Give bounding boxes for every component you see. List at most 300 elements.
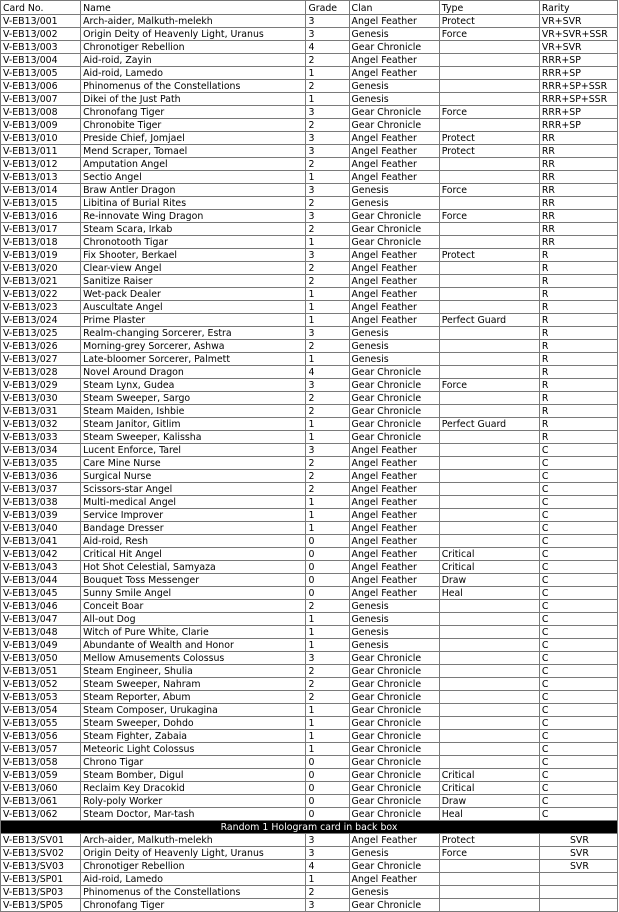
clan-cell: Gear Chronicle: [349, 236, 439, 249]
rarity-cell: C: [539, 600, 617, 613]
table-row: [1, 28, 618, 41]
clan-cell: Gear Chronicle: [349, 379, 439, 392]
rarity-cell: [539, 899, 617, 912]
grade-cell: 0: [306, 587, 349, 600]
hologram-card-rows: [1, 834, 618, 912]
name-cell: Prime Plaster: [81, 314, 306, 327]
table-row: [1, 197, 618, 210]
clan-cell: Gear Chronicle: [349, 405, 439, 418]
rarity-cell: R: [539, 327, 617, 340]
clan-cell: Genesis: [349, 28, 439, 41]
grade-cell: 1: [306, 522, 349, 535]
table-row: [1, 808, 618, 821]
name-cell: Roly-poly Worker: [81, 795, 306, 808]
type-cell: [439, 327, 539, 340]
table-row: [1, 67, 618, 80]
table-row: [1, 678, 618, 691]
grade-cell: 2: [306, 340, 349, 353]
header-type: Type: [439, 1, 539, 15]
grade-cell: 1: [306, 418, 349, 431]
rarity-cell: RR: [539, 210, 617, 223]
table-row: [1, 106, 618, 119]
clan-cell: Gear Chronicle: [349, 691, 439, 704]
card-no-cell: V-EB13/042: [1, 548, 81, 561]
name-cell: Aid-roid, Lamedo: [81, 67, 306, 80]
rarity-cell: C: [539, 743, 617, 756]
table-row: [1, 288, 618, 301]
card-no-cell: V-EB13/057: [1, 743, 81, 756]
rarity-cell: C: [539, 756, 617, 769]
rarity-cell: C: [539, 470, 617, 483]
grade-cell: 0: [306, 769, 349, 782]
name-cell: Wet-pack Dealer: [81, 288, 306, 301]
type-cell: [439, 704, 539, 717]
type-cell: [439, 652, 539, 665]
clan-cell: Angel Feather: [349, 834, 439, 847]
rarity-cell: C: [539, 587, 617, 600]
name-cell: Origin Deity of Heavenly Light, Uranus: [81, 847, 306, 860]
clan-cell: Genesis: [349, 613, 439, 626]
name-cell: Clear-view Angel: [81, 262, 306, 275]
rarity-cell: C: [539, 704, 617, 717]
card-no-cell: V-EB13/026: [1, 340, 81, 353]
type-cell: Draw: [439, 795, 539, 808]
type-cell: [439, 873, 539, 886]
name-cell: Critical Hit Angel: [81, 548, 306, 561]
name-cell: Realm-changing Sorcerer, Estra: [81, 327, 306, 340]
name-cell: Phinomenus of the Constellations: [81, 886, 306, 899]
name-cell: Steam Bomber, Digul: [81, 769, 306, 782]
table-row: [1, 223, 618, 236]
card-no-cell: V-EB13/010: [1, 132, 81, 145]
card-no-cell: V-EB13/020: [1, 262, 81, 275]
name-cell: Steam Scara, Irkab: [81, 223, 306, 236]
rarity-cell: C: [539, 522, 617, 535]
type-cell: Critical: [439, 782, 539, 795]
table-row: [1, 301, 618, 314]
table-row: [1, 236, 618, 249]
rarity-cell: R: [539, 366, 617, 379]
name-cell: Mend Scraper, Tomael: [81, 145, 306, 158]
card-no-cell: V-EB13/051: [1, 665, 81, 678]
grade-cell: 1: [306, 314, 349, 327]
rarity-cell: SVR: [539, 847, 617, 860]
grade-cell: 1: [306, 626, 349, 639]
table-row: [1, 587, 618, 600]
clan-cell: Gear Chronicle: [349, 808, 439, 821]
type-cell: [439, 197, 539, 210]
type-cell: [439, 340, 539, 353]
card-no-cell: V-EB13/039: [1, 509, 81, 522]
type-cell: [439, 743, 539, 756]
table-row: [1, 509, 618, 522]
header-rarity: Rarity: [539, 1, 617, 15]
card-no-cell: V-EB13/003: [1, 41, 81, 54]
table-row: [1, 899, 618, 912]
type-cell: [439, 405, 539, 418]
clan-cell: Gear Chronicle: [349, 795, 439, 808]
card-no-cell: V-EB13/001: [1, 15, 81, 28]
type-cell: [439, 470, 539, 483]
clan-cell: Angel Feather: [349, 158, 439, 171]
card-no-cell: V-EB13/050: [1, 652, 81, 665]
clan-cell: Gear Chronicle: [349, 704, 439, 717]
grade-cell: 2: [306, 470, 349, 483]
table-row: [1, 366, 618, 379]
name-cell: Bouquet Toss Messenger: [81, 574, 306, 587]
rarity-cell: C: [539, 509, 617, 522]
type-cell: [439, 262, 539, 275]
rarity-cell: C: [539, 444, 617, 457]
clan-cell: Angel Feather: [349, 132, 439, 145]
name-cell: Arch-aider, Malkuth-melekh: [81, 834, 306, 847]
rarity-cell: C: [539, 691, 617, 704]
type-cell: Protect: [439, 15, 539, 28]
rarity-cell: C: [539, 717, 617, 730]
clan-cell: Angel Feather: [349, 249, 439, 262]
clan-cell: Angel Feather: [349, 574, 439, 587]
name-cell: Steam Sweeper, Dohdo: [81, 717, 306, 730]
card-no-cell: V-EB13/044: [1, 574, 81, 587]
rarity-cell: C: [539, 561, 617, 574]
header-grade: Grade: [306, 1, 349, 15]
table-row: [1, 340, 618, 353]
clan-cell: Angel Feather: [349, 535, 439, 548]
rarity-cell: R: [539, 340, 617, 353]
rarity-cell: RRR+SP: [539, 119, 617, 132]
clan-cell: Angel Feather: [349, 444, 439, 457]
type-cell: [439, 93, 539, 106]
card-no-cell: V-EB13/024: [1, 314, 81, 327]
name-cell: Bandage Dresser: [81, 522, 306, 535]
type-cell: [439, 158, 539, 171]
grade-cell: 0: [306, 574, 349, 587]
card-no-cell: V-EB13/045: [1, 587, 81, 600]
name-cell: Mellow Amusements Colossus: [81, 652, 306, 665]
card-no-cell: V-EB13/058: [1, 756, 81, 769]
clan-cell: Angel Feather: [349, 275, 439, 288]
table-row: [1, 613, 618, 626]
name-cell: Surgical Nurse: [81, 470, 306, 483]
clan-cell: Gear Chronicle: [349, 782, 439, 795]
card-no-cell: V-EB13/033: [1, 431, 81, 444]
card-no-cell: V-EB13/038: [1, 496, 81, 509]
rarity-cell: C: [539, 795, 617, 808]
type-cell: Protect: [439, 249, 539, 262]
card-no-cell: V-EB13/SV02: [1, 847, 81, 860]
clan-cell: Genesis: [349, 353, 439, 366]
type-cell: Heal: [439, 587, 539, 600]
table-row: [1, 80, 618, 93]
clan-cell: Genesis: [349, 626, 439, 639]
rarity-cell: R: [539, 405, 617, 418]
type-cell: [439, 665, 539, 678]
type-cell: [439, 444, 539, 457]
type-cell: [439, 899, 539, 912]
clan-cell: Genesis: [349, 340, 439, 353]
type-cell: [439, 509, 539, 522]
type-cell: [439, 535, 539, 548]
grade-cell: 3: [306, 899, 349, 912]
name-cell: Aid-roid, Resh: [81, 535, 306, 548]
card-no-cell: V-EB13/004: [1, 54, 81, 67]
card-no-cell: V-EB13/054: [1, 704, 81, 717]
type-cell: Force: [439, 106, 539, 119]
name-cell: Morning-grey Sorcerer, Ashwa: [81, 340, 306, 353]
type-cell: [439, 860, 539, 873]
grade-cell: 2: [306, 665, 349, 678]
clan-cell: Genesis: [349, 886, 439, 899]
name-cell: Libitina of Burial Rites: [81, 197, 306, 210]
name-cell: Reclaim Key Dracokid: [81, 782, 306, 795]
clan-cell: Angel Feather: [349, 873, 439, 886]
table-row: [1, 171, 618, 184]
type-cell: [439, 67, 539, 80]
type-cell: [439, 223, 539, 236]
clan-cell: Angel Feather: [349, 288, 439, 301]
card-no-cell: V-EB13/061: [1, 795, 81, 808]
card-no-cell: V-EB13/036: [1, 470, 81, 483]
name-cell: Phinomenus of the Constellations: [81, 80, 306, 93]
name-cell: Care Mine Nurse: [81, 457, 306, 470]
type-cell: Force: [439, 847, 539, 860]
grade-cell: 1: [306, 353, 349, 366]
name-cell: Lucent Enforce, Tarel: [81, 444, 306, 457]
table-row: [1, 119, 618, 132]
hologram-note: Random 1 Hologram card in back box: [1, 821, 618, 834]
name-cell: Steam Janitor, Gitlim: [81, 418, 306, 431]
grade-cell: 0: [306, 808, 349, 821]
type-cell: Force: [439, 210, 539, 223]
table-row: [1, 834, 618, 847]
grade-cell: 2: [306, 197, 349, 210]
type-cell: [439, 756, 539, 769]
card-no-cell: V-EB13/027: [1, 353, 81, 366]
rarity-cell: C: [539, 769, 617, 782]
grade-cell: 3: [306, 145, 349, 158]
grade-cell: 3: [306, 15, 349, 28]
grade-cell: 0: [306, 535, 349, 548]
name-cell: Scissors-star Angel: [81, 483, 306, 496]
name-cell: Preside Chief, Jomjael: [81, 132, 306, 145]
rarity-cell: R: [539, 301, 617, 314]
rarity-cell: RR: [539, 223, 617, 236]
clan-cell: Gear Chronicle: [349, 366, 439, 379]
type-cell: Critical: [439, 548, 539, 561]
grade-cell: 1: [306, 509, 349, 522]
grade-cell: 1: [306, 639, 349, 652]
clan-cell: Angel Feather: [349, 483, 439, 496]
table-row: [1, 574, 618, 587]
type-cell: Critical: [439, 769, 539, 782]
grade-cell: 4: [306, 366, 349, 379]
card-no-cell: V-EB13/SP05: [1, 899, 81, 912]
type-cell: [439, 717, 539, 730]
table-row: [1, 561, 618, 574]
type-cell: [439, 288, 539, 301]
table-row: [1, 405, 618, 418]
grade-cell: 3: [306, 444, 349, 457]
type-cell: [439, 236, 539, 249]
clan-cell: Gear Chronicle: [349, 899, 439, 912]
table-row: [1, 873, 618, 886]
table-row: [1, 626, 618, 639]
card-rows: [1, 15, 618, 821]
rarity-cell: C: [539, 782, 617, 795]
type-cell: Protect: [439, 132, 539, 145]
grade-cell: 2: [306, 119, 349, 132]
table-row: [1, 132, 618, 145]
table-row: [1, 184, 618, 197]
clan-cell: Angel Feather: [349, 67, 439, 80]
clan-cell: Gear Chronicle: [349, 210, 439, 223]
clan-cell: Angel Feather: [349, 15, 439, 28]
clan-cell: Gear Chronicle: [349, 665, 439, 678]
table-row: [1, 392, 618, 405]
name-cell: Steam Doctor, Mar-tash: [81, 808, 306, 821]
rarity-cell: C: [539, 678, 617, 691]
name-cell: Steam Sweeper, Nahram: [81, 678, 306, 691]
rarity-cell: RR: [539, 197, 617, 210]
clan-cell: Angel Feather: [349, 54, 439, 67]
card-no-cell: V-EB13/011: [1, 145, 81, 158]
card-no-cell: V-EB13/SP01: [1, 873, 81, 886]
table-row: [1, 847, 618, 860]
clan-cell: Genesis: [349, 197, 439, 210]
rarity-cell: C: [539, 457, 617, 470]
clan-cell: Angel Feather: [349, 587, 439, 600]
card-no-cell: V-EB13/049: [1, 639, 81, 652]
name-cell: Aid-roid, Lamedo: [81, 873, 306, 886]
card-no-cell: V-EB13/031: [1, 405, 81, 418]
card-no-cell: V-EB13/055: [1, 717, 81, 730]
grade-cell: 3: [306, 847, 349, 860]
clan-cell: Angel Feather: [349, 171, 439, 184]
rarity-cell: C: [539, 665, 617, 678]
type-cell: [439, 522, 539, 535]
name-cell: Late-bloomer Sorcerer, Palmett: [81, 353, 306, 366]
card-no-cell: V-EB13/017: [1, 223, 81, 236]
clan-cell: Angel Feather: [349, 548, 439, 561]
card-no-cell: V-EB13/046: [1, 600, 81, 613]
clan-cell: Angel Feather: [349, 561, 439, 574]
grade-cell: 3: [306, 210, 349, 223]
type-cell: [439, 496, 539, 509]
rarity-cell: R: [539, 418, 617, 431]
table-row: [1, 93, 618, 106]
rarity-cell: RR: [539, 171, 617, 184]
type-cell: [439, 171, 539, 184]
card-no-cell: V-EB13/053: [1, 691, 81, 704]
card-no-cell: V-EB13/013: [1, 171, 81, 184]
rarity-cell: RR: [539, 236, 617, 249]
rarity-cell: [539, 886, 617, 899]
table-row: [1, 743, 618, 756]
grade-cell: 1: [306, 288, 349, 301]
name-cell: Sanitize Raiser: [81, 275, 306, 288]
rarity-cell: R: [539, 431, 617, 444]
table-row: [1, 483, 618, 496]
grade-cell: 2: [306, 275, 349, 288]
card-no-cell: V-EB13/034: [1, 444, 81, 457]
table-row: [1, 249, 618, 262]
table-row: [1, 704, 618, 717]
grade-cell: 2: [306, 405, 349, 418]
table-row: [1, 756, 618, 769]
grade-cell: 3: [306, 132, 349, 145]
table-row: [1, 548, 618, 561]
grade-cell: 2: [306, 691, 349, 704]
table-row: [1, 431, 618, 444]
type-cell: Heal: [439, 808, 539, 821]
grade-cell: 1: [306, 743, 349, 756]
table-row: [1, 262, 618, 275]
type-cell: [439, 483, 539, 496]
grade-cell: 2: [306, 678, 349, 691]
grade-cell: 0: [306, 756, 349, 769]
table-row: [1, 145, 618, 158]
name-cell: Sunny Smile Angel: [81, 587, 306, 600]
clan-cell: Gear Chronicle: [349, 41, 439, 54]
table-row: [1, 730, 618, 743]
table-row: [1, 652, 618, 665]
type-cell: [439, 366, 539, 379]
rarity-cell: RRR+SP: [539, 106, 617, 119]
name-cell: Chronotooth Tigar: [81, 236, 306, 249]
type-cell: [439, 54, 539, 67]
clan-cell: Angel Feather: [349, 470, 439, 483]
card-no-cell: V-EB13/022: [1, 288, 81, 301]
table-row: [1, 158, 618, 171]
card-no-cell: V-EB13/035: [1, 457, 81, 470]
type-cell: [439, 691, 539, 704]
name-cell: Steam Sweeper, Kalissha: [81, 431, 306, 444]
card-no-cell: V-EB13/032: [1, 418, 81, 431]
card-no-cell: V-EB13/043: [1, 561, 81, 574]
grade-cell: 2: [306, 483, 349, 496]
rarity-cell: SVR: [539, 834, 617, 847]
grade-cell: 3: [306, 106, 349, 119]
type-cell: Protect: [439, 145, 539, 158]
table-row: [1, 470, 618, 483]
clan-cell: Genesis: [349, 93, 439, 106]
clan-cell: Angel Feather: [349, 314, 439, 327]
type-cell: Perfect Guard: [439, 418, 539, 431]
type-cell: Perfect Guard: [439, 314, 539, 327]
grade-cell: 2: [306, 54, 349, 67]
name-cell: Novel Around Dragon: [81, 366, 306, 379]
grade-cell: 0: [306, 561, 349, 574]
name-cell: Steam Sweeper, Sargo: [81, 392, 306, 405]
name-cell: Steam Composer, Urukagina: [81, 704, 306, 717]
clan-cell: Gear Chronicle: [349, 652, 439, 665]
grade-cell: 2: [306, 886, 349, 899]
name-cell: Chronotiger Rebellion: [81, 860, 306, 873]
clan-cell: Angel Feather: [349, 509, 439, 522]
grade-cell: 0: [306, 795, 349, 808]
table-row: [1, 15, 618, 28]
header-clan: Clan: [349, 1, 439, 15]
type-cell: [439, 80, 539, 93]
rarity-cell: RRR+SP+SSR: [539, 80, 617, 93]
name-cell: Service Improver: [81, 509, 306, 522]
header-name: Name: [81, 1, 306, 15]
name-cell: Chronofang Tiger: [81, 106, 306, 119]
type-cell: [439, 353, 539, 366]
card-no-cell: V-EB13/SP03: [1, 886, 81, 899]
card-no-cell: V-EB13/059: [1, 769, 81, 782]
grade-cell: 3: [306, 652, 349, 665]
